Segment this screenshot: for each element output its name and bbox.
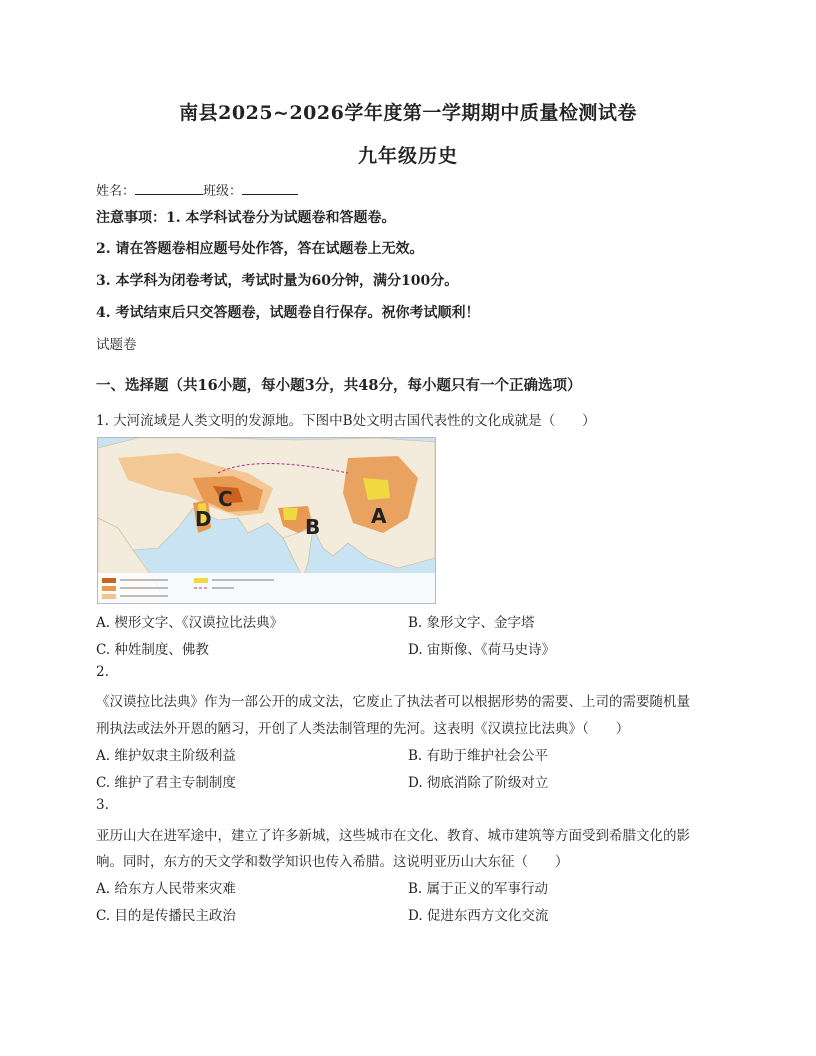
- map-label-c: C: [218, 487, 233, 511]
- q3-option-a[interactable]: A. 给东方人民带来灾难: [96, 881, 236, 897]
- class-blank: [242, 182, 298, 195]
- question-3-text-line-1: 亚历山大在进军途中，建立了许多新城，这些城市在文化、教育、城市建筑等方面受到希腊文化的影: [96, 828, 690, 844]
- section-title: 一、选择题（共16小题，每小题3分，共48分，每小题只有一个正确选项）: [96, 377, 582, 394]
- q2-option-c[interactable]: C. 维护了君主专制制度: [96, 775, 236, 791]
- question-2-text-line-2: 刑执法或法外开恩的陋习，开创了人类法制管理的先河。这表明《汉谟拉比法典》（ ）: [96, 721, 630, 737]
- q1-option-b[interactable]: B. 象形文字、金字塔: [408, 615, 535, 631]
- exam-subtitle: 九年级历史: [357, 145, 458, 167]
- map-region-indus-core: [283, 508, 298, 520]
- q1-option-d[interactable]: D. 宙斯像、《荷马史诗》: [408, 642, 556, 658]
- question-2-number: 2.: [96, 664, 109, 680]
- notice-3: 3. 本学科为闭卷考试，考试时量为60分钟，满分100分。: [96, 273, 459, 289]
- class-label: 班级：: [203, 184, 243, 199]
- question-2-text-line-1: 《汉谟拉比法典》作为一部公开的成文法，它废止了执法者可以根据形势的需要、上司的需要随机量: [96, 694, 690, 710]
- q2-option-b[interactable]: B. 有助于维护社会公平: [408, 748, 549, 764]
- ancient-civilizations-map: [97, 437, 436, 604]
- question-3-number: 3.: [96, 797, 109, 813]
- legend-swatch-3: [102, 594, 116, 599]
- q1-option-a[interactable]: A. 楔形文字、《汉谟拉比法典》: [96, 615, 284, 631]
- map-image: [98, 438, 435, 603]
- question-1-text: 1. 大河流域是人类文明的发源地。下图中B处文明古国代表性的文化成就是（ ）: [96, 413, 596, 429]
- q3-option-b[interactable]: B. 属于正义的军事行动: [408, 881, 549, 897]
- q1-option-c[interactable]: C. 种姓制度、佛教: [96, 642, 209, 658]
- q3-option-d[interactable]: D. 促进东西方文化交流: [408, 908, 549, 924]
- map-label-d: D: [195, 507, 212, 531]
- legend-swatch-2: [102, 586, 116, 591]
- paper-label: 试题卷: [96, 337, 137, 353]
- map-label-a: A: [371, 504, 387, 528]
- map-label-b: B: [305, 515, 321, 539]
- name-label: 姓名：: [96, 184, 136, 199]
- q3-option-c[interactable]: C. 目的是传播民主政治: [96, 908, 236, 924]
- question-3-text-line-2: 响。同时，东方的天文学和数学知识也传入希腊。这说明亚历山大东征（ ）: [96, 854, 569, 870]
- q2-option-a[interactable]: A. 维护奴隶主阶级利益: [96, 748, 236, 764]
- q2-option-d[interactable]: D. 彻底消除了阶级对立: [408, 775, 549, 791]
- student-info-line: [96, 180, 298, 199]
- notice-2: 2. 请在答题卷相应题号处作答，答在试题卷上无效。: [96, 241, 424, 257]
- legend-swatch-4: [194, 578, 208, 583]
- notice-4: 4. 考试结束后只交答题卷，试题卷自行保存。祝你考试顺利！: [96, 305, 480, 321]
- legend-swatch-1: [102, 578, 116, 583]
- notice-1: 注意事项：1. 本学科试卷分为试题卷和答题卷。: [96, 210, 396, 226]
- name-blank: [135, 182, 203, 195]
- exam-title: 南县2025~2026学年度第一学期期中质量检测试卷: [179, 102, 637, 124]
